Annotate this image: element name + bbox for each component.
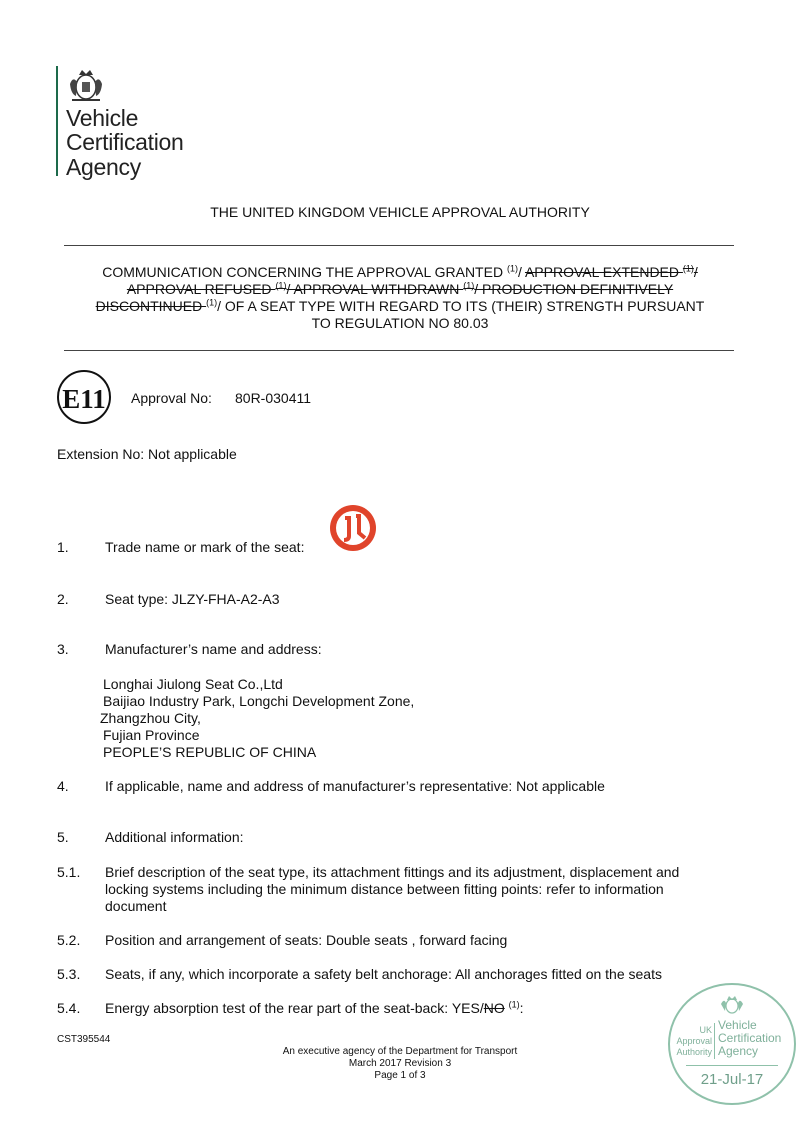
item-number: 3.: [57, 641, 69, 657]
item-5-1-description: locking systems including the minimum distance between fitting points: refer to information: [105, 881, 664, 897]
item-5-1-description: document: [105, 898, 167, 914]
communication-line-2: [60, 281, 740, 298]
item-4-representative: If applicable, name and address of manufacturer’s representative: Not applicable: [105, 778, 605, 794]
approval-stamp: [668, 983, 796, 1105]
communication-text: / OF A SEAT TYPE WITH REGARD TO ITS (THEIR) STRENGTH PURSUANT: [217, 298, 705, 314]
stamp-left-text: UK Approval Authority: [676, 1025, 712, 1057]
logo-text-vehicle: Vehicle: [66, 105, 139, 131]
stamp-divider: [714, 1023, 715, 1059]
item-5-4-energy-absorption: Energy absorption test of the rear part of the seat-back: YES/NO $^{(1)}$:: [105, 999, 524, 1016]
communication-text: COMMUNICATION CONCERNING THE APPROVAL GRANTED: [102, 264, 507, 280]
e11-approval-mark: E11: [57, 370, 111, 424]
communication-text: /: [517, 264, 525, 280]
address-line: Fujian Province: [103, 727, 200, 743]
struck-text: APPROVAL EXTENDED: [524, 264, 683, 280]
item-3-manufacturer: Manufacturer’s name and address:: [105, 641, 322, 657]
footer-revision: March 2017 Revision 3: [348, 1058, 452, 1069]
item-5-1-description: Brief description of the seat type, its attachment fittings and its adjustment, displacement and: [105, 864, 680, 880]
divider-top: [64, 245, 734, 246]
item-number: 1.: [57, 539, 69, 555]
extension-number: Extension No: Not applicable: [57, 446, 237, 462]
logo-text-certification: Certification: [66, 129, 184, 155]
communication-line-3: [60, 298, 740, 315]
approval-label: Approval No:: [131, 390, 212, 406]
authority-heading: THE UNITED KINGDOM VEHICLE APPROVAL AUTHORITY: [210, 204, 590, 220]
logo-text-agency: Agency: [66, 154, 141, 180]
item-5-2-position: Position and arrangement of seats: Double seats , forward facing: [105, 932, 508, 948]
document-reference: CST395544: [57, 1034, 111, 1045]
item-number: 5.2.: [57, 932, 81, 948]
item-1-trade-name: Trade name or mark of the seat:: [105, 539, 305, 555]
struck-text: DISCONTINUED: [95, 298, 207, 314]
footnote-ref: (1): [506, 263, 518, 274]
item-2-seat-type: Seat type: JLZY-FHA-A2-A3: [105, 591, 280, 607]
royal-crest-icon: [64, 66, 108, 104]
stamp-date: 21-Jul-17: [700, 1071, 764, 1088]
stamp-crest-icon: [719, 995, 745, 1015]
approval-number: 80R-030411: [235, 390, 312, 406]
communication-line-4: TO REGULATION NO 80.03: [311, 315, 489, 331]
address-line: Baijiao Industry Park, Longchi Development Zone,: [103, 693, 415, 709]
footnote-ref: (1): [206, 297, 218, 308]
footnote-ref: (1): [682, 263, 694, 274]
item-number: 5.4.: [57, 1000, 81, 1016]
trade-mark-logo-icon: [328, 503, 378, 553]
stamp-rule: [686, 1065, 778, 1066]
address-line: Longhai Jiulong Seat Co.,Ltd: [103, 676, 283, 692]
struck-text: APPROVAL REFUSED $^{(1)}$/ APPROVAL WITHDRAWN $^{(1)}$/ PRODUCTION DEFINITIVELY: [126, 280, 674, 297]
page-number: Page 1 of 3: [374, 1070, 426, 1081]
item-number: 4.: [57, 778, 69, 794]
item-number: 5.: [57, 829, 69, 845]
communication-line-1: [60, 264, 740, 281]
item-5-additional-info: Additional information:: [105, 829, 244, 845]
stamp-right-text: Vehicle Certification Agency: [718, 1018, 782, 1058]
struck-text: /: [693, 264, 698, 280]
item-number: 5.1.: [57, 864, 81, 880]
logo-divider: [56, 66, 58, 176]
item-number: 2.: [57, 591, 69, 607]
address-line: PEOPLE’S REPUBLIC OF CHINA: [103, 744, 317, 760]
divider-bottom: [64, 350, 734, 351]
footer-agency: An executive agency of the Department for Transport: [282, 1046, 518, 1057]
address-line: Zhangzhou City,: [100, 710, 201, 726]
item-5-3-belt-anchorage: Seats, if any, which incorporate a safety belt anchorage: All anchorages fitted on the seats: [105, 966, 662, 982]
item-number: 5.3.: [57, 966, 81, 982]
